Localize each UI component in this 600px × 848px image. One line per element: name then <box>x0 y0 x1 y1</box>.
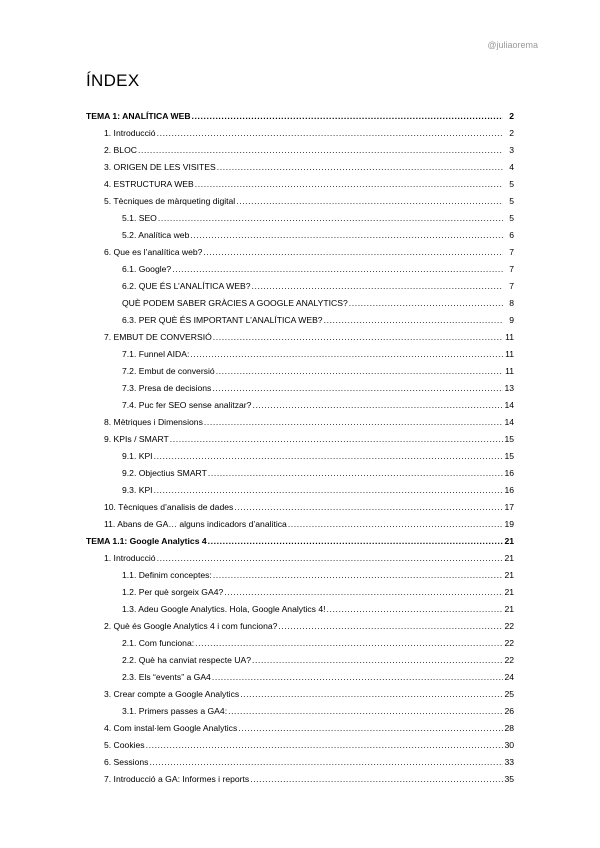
toc-entry-label: 4. ESTRUCTURA WEB <box>104 179 194 189</box>
toc-entry-label: 3. Crear compte a Google Analytics <box>104 689 240 699</box>
dot-leader <box>204 417 503 427</box>
toc-entry-label: 6. Sessions <box>104 757 149 767</box>
toc-entry-page: 11 <box>505 332 514 342</box>
toc-entry-label: 7. EMBUT DE CONVERSIÓ <box>104 332 212 342</box>
toc-entry-page: 21 <box>504 553 514 563</box>
toc-entry[interactable] <box>86 706 514 723</box>
dot-leader <box>192 111 503 121</box>
toc-entry[interactable] <box>86 638 514 655</box>
dot-leader <box>154 451 503 461</box>
dot-leader <box>349 298 503 308</box>
dot-leader <box>154 485 503 495</box>
toc-entry[interactable] <box>86 451 514 468</box>
toc-entry-label: 2. BLOC <box>104 145 137 155</box>
dot-leader <box>212 383 503 393</box>
toc-entry-page: 30 <box>504 740 514 750</box>
toc-entry[interactable] <box>86 536 514 553</box>
dot-leader <box>213 570 503 580</box>
toc-entry-label: 9.3. KPI <box>122 485 153 495</box>
toc-entry-page: 15 <box>504 434 514 444</box>
toc-entry-page: 25 <box>504 689 514 699</box>
dot-leader <box>224 587 503 597</box>
toc-entry-label: QUÈ PODEM SABER GRÀCIES A GOOGLE ANALYTICS? <box>122 298 348 308</box>
toc-entry[interactable] <box>86 366 514 383</box>
dot-leader <box>252 655 503 665</box>
dot-leader <box>149 757 503 767</box>
toc-entry-page: 14 <box>504 400 514 410</box>
toc-entry-label: 2.1. Com funciona: <box>122 638 195 648</box>
toc-entry-page: 2 <box>509 111 514 121</box>
toc-entry-label: 7.1. Funnel AIDA: <box>122 349 190 359</box>
toc-entry[interactable] <box>86 247 514 264</box>
toc-entry-page: 5 <box>509 179 514 189</box>
toc-entry-label: 9.2. Objectius SMART <box>122 468 207 478</box>
toc-entry-page: 11 <box>505 349 514 359</box>
dot-leader <box>238 723 503 733</box>
toc-entry-page: 14 <box>504 417 514 427</box>
dot-leader <box>217 162 503 172</box>
toc-entry-label: 6.1. Google? <box>122 264 172 274</box>
dot-leader <box>138 145 503 155</box>
toc-entry-label: 7. Introducció a GA: Informes i reports <box>104 774 250 784</box>
toc-entry[interactable] <box>86 145 514 162</box>
toc-entry-label: 5.1. SEO <box>122 213 157 223</box>
dot-leader <box>288 519 503 529</box>
toc-entry-label: 5. Cookies <box>104 740 145 750</box>
toc-entry-page: 26 <box>504 706 514 716</box>
toc-entry-label: 4. Com instal·lem Google Analytics <box>104 723 238 733</box>
toc-entry-label: 10. Tècniques d’analisis de dades <box>104 502 234 512</box>
toc-entry-page: 7 <box>509 264 514 274</box>
toc-entry[interactable] <box>86 468 514 485</box>
dot-leader <box>208 468 503 478</box>
toc-entry-page: 22 <box>504 621 514 631</box>
page-title: ÍNDEX <box>86 71 140 90</box>
toc-entry-label: 9. KPIs / SMART <box>104 434 169 444</box>
toc-entry-page: 15 <box>504 451 514 461</box>
dot-leader <box>251 281 503 291</box>
toc-entry[interactable] <box>86 281 514 298</box>
toc-entry[interactable] <box>86 349 514 366</box>
toc-entry-page: 21 <box>504 570 514 580</box>
toc-entry-page: 21 <box>504 587 514 597</box>
dot-leader <box>212 672 503 682</box>
toc-entry-page: 35 <box>504 774 514 784</box>
dot-leader <box>236 196 503 206</box>
toc-entry[interactable] <box>86 621 514 638</box>
toc-entry-page: 22 <box>504 655 514 665</box>
toc-entry-page: 28 <box>504 723 514 733</box>
toc-entry[interactable] <box>86 332 514 349</box>
dot-leader <box>216 366 503 376</box>
toc-entry-page: 24 <box>504 672 514 682</box>
toc-entry-label: 8. Mètriques i Dimensions <box>104 417 203 427</box>
toc-entry[interactable] <box>86 264 514 281</box>
dot-leader <box>158 213 503 223</box>
dot-leader <box>228 706 503 716</box>
dot-leader <box>240 689 503 699</box>
dot-leader <box>252 400 503 410</box>
toc-entry-page: 19 <box>504 519 514 529</box>
toc-entry-label: 9.1. KPI <box>122 451 153 461</box>
toc-entry-label: 2.3. Els “events” a GA4 <box>122 672 211 682</box>
toc-entry[interactable] <box>86 417 514 434</box>
dot-leader <box>208 536 503 546</box>
dot-leader <box>195 638 503 648</box>
toc-entry-label: 2. Què és Google Analytics 4 i com funciona? <box>104 621 278 631</box>
toc-entry[interactable] <box>86 315 514 332</box>
toc-entry[interactable] <box>86 196 514 213</box>
toc-entry-page: 17 <box>504 502 514 512</box>
toc-entry-page: 4 <box>509 162 514 172</box>
toc-entry[interactable] <box>86 162 514 179</box>
toc-entry-label: 11. Abans de GA… alguns indicadors d’analitica <box>104 519 287 529</box>
dot-leader <box>327 604 503 614</box>
toc-entry-page: 16 <box>504 485 514 495</box>
table-of-contents <box>86 111 514 791</box>
toc-entry[interactable] <box>86 383 514 400</box>
toc-entry[interactable] <box>86 655 514 672</box>
toc-entry[interactable] <box>86 485 514 502</box>
toc-entry-label: 6.2. QUE ÉS L’ANALÍTICA WEB? <box>122 281 251 291</box>
toc-entry-label: 7.4. Puc fer SEO sense analitzar? <box>122 400 252 410</box>
toc-entry[interactable] <box>86 519 514 536</box>
dot-leader <box>190 349 503 359</box>
toc-entry-page: 5 <box>509 196 514 206</box>
toc-entry[interactable] <box>86 298 514 315</box>
toc-entry[interactable] <box>86 740 514 757</box>
toc-entry[interactable] <box>86 434 514 451</box>
dot-leader <box>172 264 503 274</box>
toc-entry-label: 1.2. Per què sorgeix GA4? <box>122 587 224 597</box>
toc-entry-page: 7 <box>509 281 514 291</box>
toc-entry[interactable] <box>86 502 514 519</box>
toc-entry[interactable] <box>86 213 514 230</box>
toc-entry[interactable] <box>86 604 514 621</box>
toc-entry-label: 1.3. Adeu Google Analytics. Hola, Google Analytics 4! <box>122 604 326 614</box>
toc-entry-page: 2 <box>509 128 514 138</box>
toc-entry[interactable] <box>86 128 514 145</box>
toc-entry-page: 7 <box>509 247 514 257</box>
toc-entry[interactable] <box>86 400 514 417</box>
toc-entry-label: 3. ORIGEN DE LES VISITES <box>104 162 216 172</box>
toc-entry-label: 1.1. Definim conceptes: <box>122 570 212 580</box>
toc-entry-page: 3 <box>509 145 514 155</box>
toc-entry[interactable] <box>86 774 514 791</box>
toc-entry-page: 11 <box>505 366 514 376</box>
dot-leader <box>203 247 503 257</box>
dot-leader <box>234 502 503 512</box>
toc-entry-page: 13 <box>504 383 514 393</box>
dot-leader <box>213 332 503 342</box>
toc-entry-label: 2.2. Què ha canviat respecte UA? <box>122 655 251 665</box>
toc-entry[interactable] <box>86 672 514 689</box>
dot-leader <box>278 621 503 631</box>
toc-entry[interactable] <box>86 757 514 774</box>
toc-entry-label: TEMA 1.1: Google Analytics 4 <box>86 536 207 546</box>
toc-entry[interactable] <box>86 553 514 570</box>
dot-leader <box>157 128 503 138</box>
dot-leader <box>324 315 503 325</box>
toc-entry-label: 6. Que es l’analítica web? <box>104 247 203 257</box>
toc-entry-label: 5.2. Analítica web <box>122 230 190 240</box>
toc-entry-label: 7.3. Presa de decisions <box>122 383 212 393</box>
toc-entry[interactable] <box>86 723 514 740</box>
toc-entry-page: 22 <box>504 638 514 648</box>
toc-entry-label: 6.3. PER QUÈ ÉS IMPORTANT L’ANALÍTICA WEB? <box>122 315 323 325</box>
toc-entry-page: 6 <box>509 230 514 240</box>
toc-entry-label: 5. Tècniques de màrqueting digital <box>104 196 236 206</box>
toc-entry-label: 1. Introducció <box>104 128 156 138</box>
toc-entry[interactable] <box>86 179 514 196</box>
toc-entry-page: 9 <box>509 315 514 325</box>
toc-entry[interactable] <box>86 230 514 247</box>
toc-entry-page: 16 <box>504 468 514 478</box>
toc-entry-label: 7.2. Embut de conversió <box>122 366 215 376</box>
dot-leader <box>195 179 503 189</box>
dot-leader <box>146 740 503 750</box>
toc-entry-page: 21 <box>504 604 514 614</box>
toc-entry-label: 3.1. Primers passes a GA4: <box>122 706 228 716</box>
dot-leader <box>170 434 503 444</box>
toc-entry-page: 5 <box>509 213 514 223</box>
toc-entry-label: 1. Introducció <box>104 553 156 563</box>
toc-entry[interactable] <box>86 587 514 604</box>
toc-entry[interactable] <box>86 570 514 587</box>
dot-leader <box>250 774 503 784</box>
toc-entry-label: TEMA 1: ANALÍTICA WEB <box>86 111 191 121</box>
dot-leader <box>190 230 503 240</box>
dot-leader <box>157 553 503 563</box>
toc-entry[interactable] <box>86 689 514 706</box>
toc-entry-page: 8 <box>509 298 514 308</box>
toc-entry[interactable] <box>86 111 514 128</box>
toc-entry-page: 21 <box>504 536 514 546</box>
author-handle: @juliaorema <box>487 40 538 50</box>
toc-entry-page: 33 <box>504 757 514 767</box>
